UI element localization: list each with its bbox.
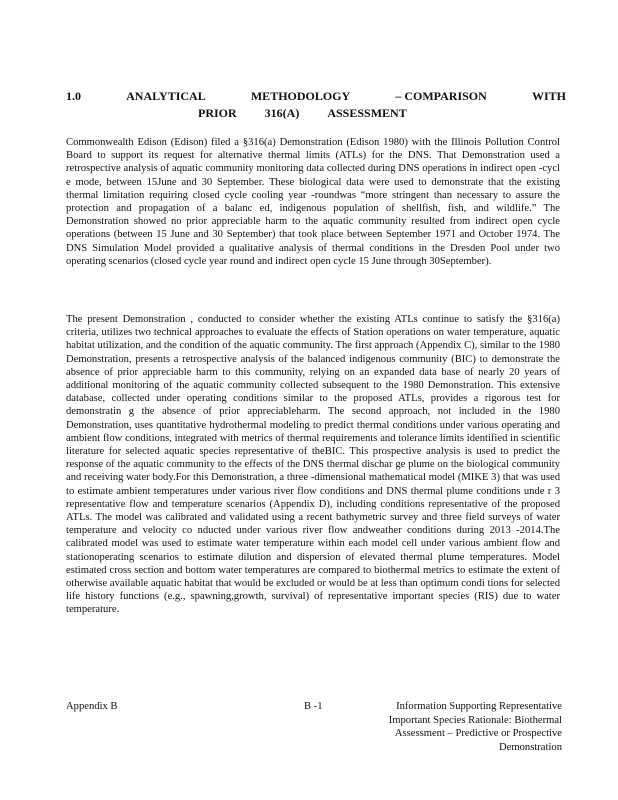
heading-word: ANALYTICAL xyxy=(126,89,206,103)
heading-word: ASSESSMENT xyxy=(327,106,407,120)
heading-word: WITH xyxy=(531,89,566,103)
footer-document-title: Information Supporting Representative Important Species Rationale: Biothermal Assessment – Predictive or Prospective Demonstration xyxy=(388,701,562,753)
heading-line-2 xyxy=(66,105,566,122)
heading-number: 1.0 xyxy=(66,89,81,103)
heading-word: METHODOLOGY xyxy=(250,89,351,103)
section-heading xyxy=(66,88,566,122)
footer-page-number: B -1 xyxy=(304,701,323,712)
heading-word: PRIOR xyxy=(198,106,237,120)
paragraph-present-demonstration: The present Demonstration , conducted to consider whether the existing ATLs continue to satisfy the §316(a) criteria, utilizes two technical approaches to evaluate the effects of Station operations on water temperature, aquatic habitat utilization, and the condition of the aquatic community. The first approach (Appendix C), similar to the 1980 Demonstration, presents a retrospective analysis of the balanced indigenous community (BIC) to demonstrate the absence of prior appreciable harm to this community, relying on an expanded data base of nearly 20 years of additional monitoring of the aquatic community collected subsequent to the 1980 Demonstration. This extensive database, collected under operating conditions similar to the proposed ATLs, provides a rigorous test for demonstratin g the absence of prior appreciableharm. The second approach, not included in the 1980 Demonstration, uses quantitative hydrothermal modeling to predict thermal conditions under various operating and ambient flow conditions, integrated with metrics of thermal requirements and tolerance limits identified in scientific literature for selected aquatic species representative of theBIC. This prospective analysis is used to predict the response of the aquatic community to the effects of the DNS thermal dischar ge plume on the biological community and receiving water body.For this Demonstration, a three -dimensional mathematical model (MIKE 3) that was used to estimate ambient temperatures under various river flow conditions and DNS thermal plume conditions unde r 3 representative flow and temperature scenarios (Appendix D), including conditions representative of the proposed ATLs. The model was calibrated and validated using a recent bathymetric survey and three field surveys of water temperature and velocity co nducted under various river flow andweather conditions during 2013 -2014.The calibrated model was used to estimate water temperature within each model cell under various ambient flow and stationoperating scenarios to estimate dilution and dispersion of elevated thermal plume temperatures. Model estimated cross section and bottom water temperatures are compared to biothermal metrics to estimate the extent of otherwise available aquatic habitat that would be excluded or would be at less than optimum condi tions for selected life history functions (e.g., spawning,growth, survival) of representative important species (RIS) due to water temperature. xyxy=(66,314,560,616)
heading-word: 316(A) xyxy=(264,106,300,120)
footer-appendix-label: Appendix B xyxy=(66,701,118,712)
paragraph-prior-demonstration: Commonwealth Edison (Edison) filed a §316(a) Demonstration (Edison 1980) with the Illinois Pollution Control Board to support its request for alternative thermal limits (ATLs) for the DNS. That Demonstration used a retrospective analysis of aquatic community monitoring data collected during DNS operations in indirect open -cycl e mode, between 15June and 30 September. These biological data were used to demonstrate that the existing thermal limitation requiring closed cycle cooling year -roundwas “more stringent than necessary to assure the protection and propagation of a balanc ed, indigenous population of shellfish, fish, and wildlife.” The Demonstration showed no prior appreciable harm to the aquatic community resulted from indirect open cycle operations (between 15 June and 30 September) that took place between September 1971 and October 1974. The DNS Simulation Model provided a qualitative analysis of thermal conditions in the Dresden Pool under two operating scenarios (closed cycle year round and indirect open cycle 15 June through 30September). xyxy=(66,137,560,267)
heading-line-1 xyxy=(66,88,566,105)
heading-word: – COMPARISON xyxy=(395,89,487,103)
